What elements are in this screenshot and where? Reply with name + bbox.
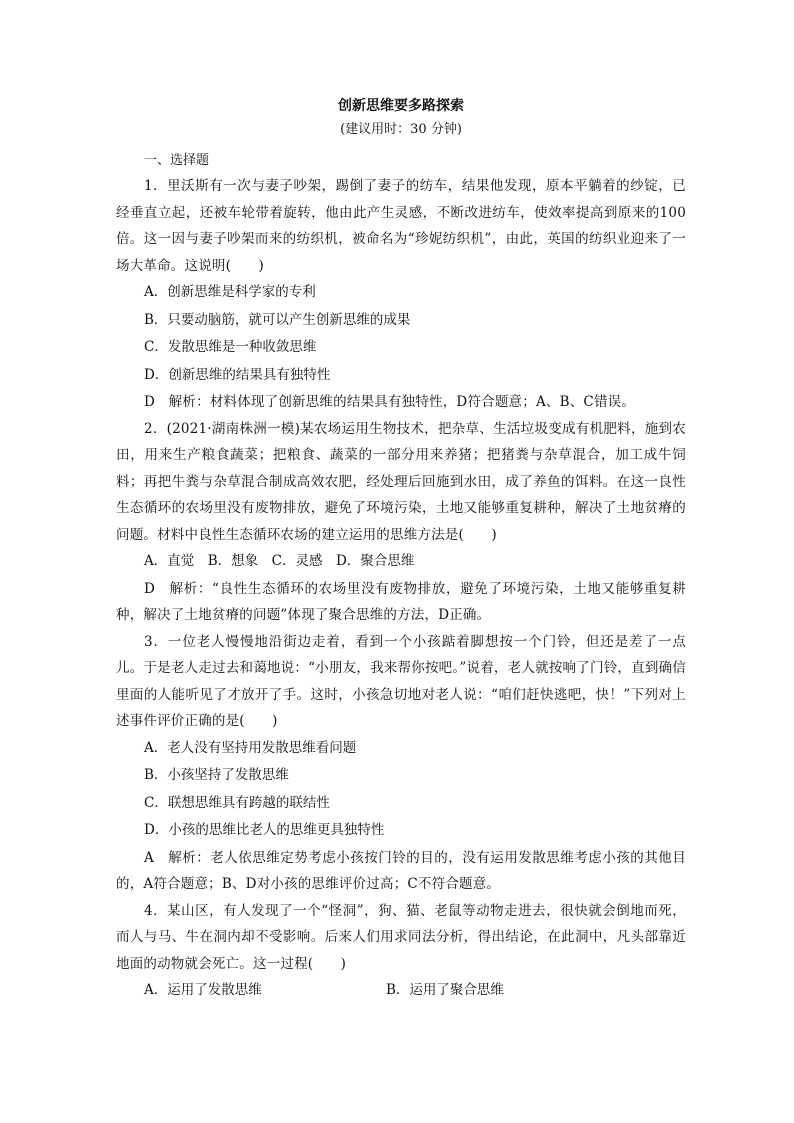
question-3-stem: 3．一位老人慢慢地沿街边走着，看到一个小孩踮着脚想按一个门铃，但还是差了一点儿。于是老人走过去和蔼地说：“小朋友，我来帮你按吧。”说着，老人就按响了门铃，直到确信里面的人能听见了才放开了手。这时，小孩急切地对老人说：“咱们赶快逃吧，快！”下列对上述事件评价正确的是( ) (116, 633, 686, 729)
question-3-answer: A 解析：老人依思维定势考虑小孩按门铃的目的，没有运用发散思维考虑小孩的其他目的，A符合题意；B、D对小孩的思维评价过高；C不符合题意。 (116, 849, 686, 892)
question-1-option-c: C．发散思维是一种收敛思维 (144, 339, 317, 355)
question-3-option-d: D．小孩的思维比老人的思维更具独特性 (144, 822, 385, 838)
question-3-option-c: C．联想思维具有跨越的联结性 (144, 794, 330, 811)
time-suggestion: (建议用时：30 分钟) (340, 122, 462, 137)
document-content (116, 96, 686, 1005)
question-4-option-a: A．运用了发散思维 (144, 982, 262, 998)
question-4-stem: 4．某山区，有人发现了一个“怪洞”，狗、猫、老鼠等动物走进去，很快就会倒地而死，而人与马、牛在洞内却不受影响。后来人们用求同法分析，得出结论，在此洞中，凡头部靠近地面的动物就会死亡。这一过程( ) (116, 902, 686, 972)
section-heading: 一、选择题 (144, 153, 210, 168)
question-2-answer: D 解析：“良性生态循环的农场里没有废物排放，避免了环境污染，土地又能够重复耕种，解决了土地贫瘠的问题”体现了聚合思维的方法，D正确。 (116, 580, 686, 623)
page-title: 创新思维要多路探索 (338, 98, 464, 114)
question-4 (116, 898, 686, 1005)
question-1-stem: 1．里沃斯有一次与妻子吵架，踢倒了妻子的纺车，结果他发现，原本平躺着的纱锭，已经垂直立起，还被车轮带着旋转，他由此产生灵感，不断改进纺车，使效率提高到原来的100倍。这一因与妻子吵架而来的纺织机，被命名为“珍妮纺织机”，由此，英国的纺织业迎来了一场大革命。这说明( ) (116, 178, 686, 274)
question-4-options (116, 977, 686, 1005)
question-1-option-a: A．创新思维是科学家的专利 (144, 284, 316, 300)
question-1-answer: D 解析：材料体现了创新思维的结果具有独特性，D符合题意；A、B、C错误。 (144, 394, 636, 410)
question-4-option-b: B．运用了聚合思维 (386, 982, 504, 998)
question-1-option-b: B．只要动脑筋，就可以产生创新思维的成果 (144, 311, 411, 328)
question-2-options: A．直觉 B．想象 C．灵感 D．聚合思维 (144, 553, 415, 569)
question-2-stem: 2．(2021·湖南株洲一模)某农场运用生物技术，把杂草、生活垃圾变成有机肥料，施到农田，用来生产粮食蔬菜；把粮食、蔬菜的一部分用来养猪；把猪粪与杂草混合，加工成牛饲料；再把牛粪与杂草混合制成高效农肥，经处理后回施到水田，成了养鱼的饵料。在这一良性生态循环的农场里没有废物排放，避免了环境污染，土地又能够重复耕种，解决了土地贫瘠的问题。材料中良性生态循环农场的建立运用的思维方法是( ) (116, 420, 686, 543)
question-3-option-b: B．小孩坚持了发散思维 (144, 767, 289, 783)
question-1 (116, 173, 686, 416)
question-1-option-d: D．创新思维的结果具有独特性 (144, 366, 331, 383)
question-3-option-a: A．老人没有坚持用发散思维看问题 (144, 739, 357, 756)
question-3 (116, 629, 686, 898)
question-2 (116, 416, 686, 629)
